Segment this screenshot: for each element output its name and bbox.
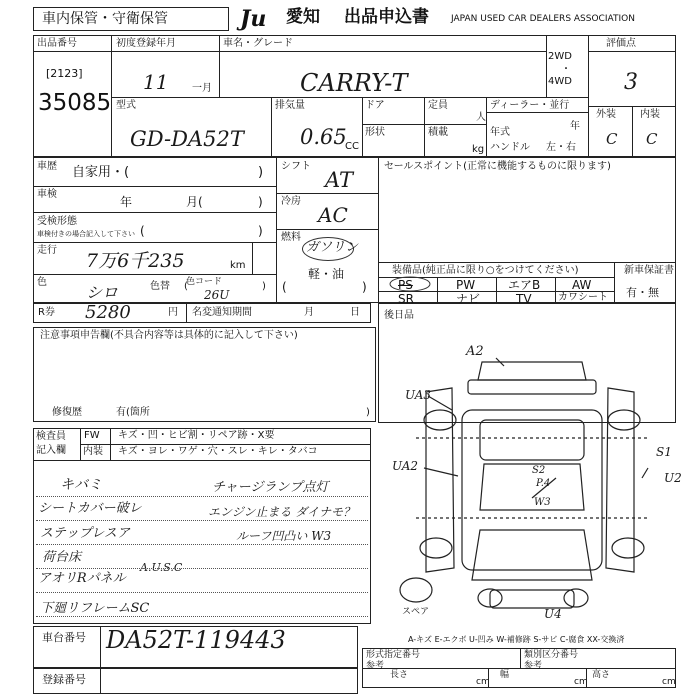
inspector-label-1: 検査員 xyxy=(36,431,66,442)
mark-p4: P.4 xyxy=(536,478,551,489)
door-label: ドア xyxy=(365,100,385,111)
color-label: 色 xyxy=(37,277,47,288)
logo-mark: Ju xyxy=(240,6,267,32)
note-yellowing: キバミ xyxy=(60,477,102,493)
color-change-label: 色替 xyxy=(150,281,170,292)
width-unit: cm xyxy=(574,677,588,687)
vehicle-diagram xyxy=(380,340,680,630)
model-code-label: 型式 xyxy=(116,100,136,111)
tax-value: 5280 xyxy=(85,302,131,323)
fuel-open: ( xyxy=(282,280,287,294)
mark-ua2: UA2 xyxy=(392,459,419,473)
displacement-unit: CC xyxy=(345,141,359,152)
equip-airbag: エアB xyxy=(508,278,541,292)
rating-value: 3 xyxy=(624,70,638,95)
equip-pw: PW xyxy=(456,278,476,292)
shift-label: シフト xyxy=(281,161,311,172)
height-label: 高さ xyxy=(592,670,611,680)
reg-label: 登録番号 xyxy=(42,673,86,686)
ac-value: AC xyxy=(318,203,348,227)
car-name-value: CARRY-T xyxy=(300,69,408,97)
inspection-close: ) xyxy=(258,195,263,209)
load-unit: kg xyxy=(472,144,485,155)
dealer-type: ディーラー・並行 xyxy=(490,100,570,111)
note-step: ステップレスア xyxy=(40,526,130,541)
first-reg-label: 初度登録年月 xyxy=(116,38,176,49)
diagram-front-top xyxy=(478,362,586,380)
drive-dot: ・ xyxy=(561,64,571,75)
ref-2: 参考 xyxy=(524,661,543,671)
sales-label: セールスポイント(正常に機能するものに限ります) xyxy=(384,161,611,172)
note-charge-lamp: チャージランプ点灯 xyxy=(212,480,329,495)
interior-items: キズ・ヨレ・ワゲ・穴・スレ・キレ・タバコ xyxy=(118,446,318,457)
inspection-label: 車検 xyxy=(37,189,57,200)
fw-label: FW xyxy=(84,430,100,441)
load-label: 積載 xyxy=(428,127,448,138)
notice-day: 日 xyxy=(350,307,360,318)
fw-items: キズ・凹・ヒビ割・リペア跡・X要 xyxy=(118,430,275,441)
tax-label: R券 xyxy=(38,307,55,318)
drive-4wd: 4WD xyxy=(548,76,572,87)
class-label: 類別区分番号 xyxy=(524,650,579,660)
length-label: 長さ xyxy=(390,670,409,680)
spare-label: スペア xyxy=(402,607,430,617)
handle-label: ハンドル xyxy=(490,142,530,153)
equip-leather: カワシート xyxy=(558,292,608,303)
width-label: 幅 xyxy=(500,670,510,680)
ac-label: 冷房 xyxy=(281,196,301,207)
fuel-close: ) xyxy=(362,280,367,294)
lot-bracket: [2123] xyxy=(46,67,83,80)
receive-label: 受検形態 xyxy=(37,216,77,227)
color-value: シロ xyxy=(86,283,119,302)
association-name: JAPAN USED CAR DEALERS ASSOCIATION xyxy=(451,14,635,24)
fuel-diesel: 軽・油 xyxy=(308,267,345,281)
mileage-label: 走行 xyxy=(37,245,57,256)
tax-unit: 円 xyxy=(168,307,178,318)
rating-label: 評価点 xyxy=(606,38,636,49)
aftermarket-label: 後日品 xyxy=(384,310,414,321)
equip-tv: TV xyxy=(516,292,532,306)
ju-logo xyxy=(240,6,286,32)
equip-aw: AW xyxy=(572,278,592,292)
equip-ps: PS xyxy=(398,278,413,292)
shape-label: 形状 xyxy=(365,127,385,138)
inspector-label-2: 記入欄 xyxy=(36,445,66,456)
note-roof: ルーフ凹凸い W3 xyxy=(236,529,332,543)
year-unit: 年 xyxy=(570,121,580,132)
equip-ps-circle xyxy=(388,275,432,293)
height-unit: cm xyxy=(662,677,676,687)
first-reg-suffix: 一月 xyxy=(192,83,212,94)
shift-value: AT xyxy=(325,168,354,192)
mark-s2: S2 xyxy=(532,465,546,476)
mark-u2: U2 xyxy=(664,471,682,485)
repair-close: ) xyxy=(366,407,370,418)
receive-open: ( xyxy=(140,224,145,238)
note-seat-cover: シートカバー破レ xyxy=(38,501,142,516)
brand-name: 愛知 xyxy=(286,7,320,27)
equip-sr: SR xyxy=(398,292,414,306)
inspection-month: 月( xyxy=(186,195,203,209)
car-name-label: 車名・グレード xyxy=(223,38,293,49)
exterior-label: 外装 xyxy=(596,109,616,120)
type-label: 形式指定番号 xyxy=(366,650,421,660)
history-label: 車歴 xyxy=(37,161,57,172)
warranty-label: 新車保証書 xyxy=(624,265,674,276)
equipment-label: 装備品(純正品に限り○をつけてください) xyxy=(392,265,579,276)
notice-month: 月 xyxy=(304,307,314,318)
inspection-year: 年 xyxy=(120,195,133,209)
equip-navi: ナビ xyxy=(456,292,481,306)
exterior-value: C xyxy=(606,130,618,148)
mark-u4: U4 xyxy=(544,607,562,621)
chassis-value: DA52T-119443 xyxy=(106,626,286,654)
repair-value: 有(箇所 xyxy=(116,407,150,418)
history-close: ) xyxy=(258,165,264,180)
lot-number-label: 出品番号 xyxy=(37,38,77,49)
receive-close: ) xyxy=(258,224,263,238)
mileage-unit: km xyxy=(230,260,246,271)
storage-box xyxy=(33,7,229,31)
color-code-value: 26U xyxy=(204,288,230,302)
note-frame: 下廻リフレームSC xyxy=(40,601,150,616)
color-change-close: ) xyxy=(262,281,266,292)
history-value: 自家用・( xyxy=(72,165,130,180)
first-reg-value: 11 xyxy=(143,70,169,94)
warranty-options: 有・無 xyxy=(626,286,659,299)
ref-1: 参考 xyxy=(366,661,385,671)
capacity-unit: 人 xyxy=(476,112,486,123)
interior-value: C xyxy=(646,130,658,148)
color-code-label: 色コード xyxy=(186,277,223,287)
notice-label: 名変通知期間 xyxy=(192,307,252,318)
mark-a2: A2 xyxy=(466,344,484,359)
length-unit: cm xyxy=(476,677,490,687)
repair-label: 修復歴 xyxy=(52,407,82,418)
interior-inspect-label: 内装 xyxy=(83,446,103,457)
note-engine: エンジン止まる ダイナモ？ xyxy=(208,505,355,519)
mark-w3: W3 xyxy=(534,497,551,508)
color-change-open: ( xyxy=(184,281,188,292)
displacement-label: 排気量 xyxy=(275,100,305,111)
model-code-value: GD-DA52T xyxy=(130,127,244,151)
note-aori-panel: アオリRパネル xyxy=(38,571,126,586)
drive-2wd: 2WD xyxy=(548,51,572,62)
fuel-label: 燃料 xyxy=(281,232,301,243)
form-title: 出品申込書 xyxy=(344,7,429,27)
displacement-value: 0.65 xyxy=(300,125,347,149)
mark-s1: S1 xyxy=(656,445,672,459)
chassis-label: 車台番号 xyxy=(42,631,86,644)
mileage-value: 7万6千235 xyxy=(86,250,185,272)
note-aori-codes: A.U.S.C xyxy=(140,561,183,574)
note-cargo-bed: 荷台床 xyxy=(42,550,82,565)
storage-label: 車内保管・守衛保管 xyxy=(42,11,168,27)
notes-label: 注意事項申告欄(不具合内容等は具体的に記入して下さい) xyxy=(40,330,298,341)
year-label: 年式 xyxy=(490,127,510,138)
mark-ua3: UA3 xyxy=(405,388,432,402)
notes-box xyxy=(33,327,376,422)
lot-number: 35085 xyxy=(38,90,112,116)
diagram-legend: A-キズ E-エクボ U-凹み W-補修跡 S-サビ C-腐食 XX-交換済 xyxy=(408,635,625,644)
fuel-value: ガソリン xyxy=(306,240,359,255)
receive-note: 車検付きの場合記入して下さい xyxy=(37,230,135,238)
interior-label: 内装 xyxy=(640,109,660,120)
handle-options: 左・右 xyxy=(546,142,576,153)
capacity-label: 定員 xyxy=(428,100,448,111)
